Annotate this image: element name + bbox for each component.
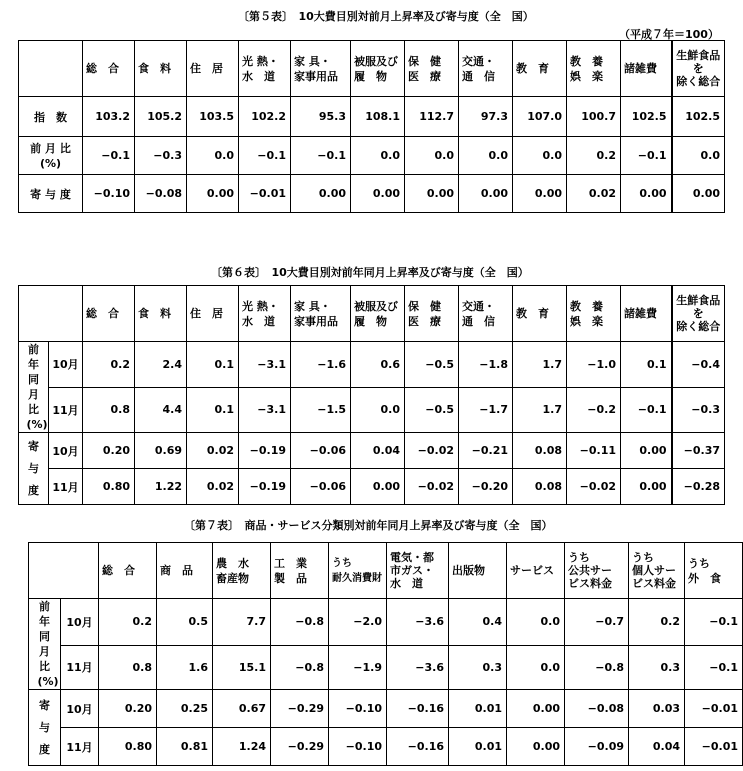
t5-cell: 0.00 bbox=[291, 175, 351, 213]
t5-header-3: 光 熱・ 水 道 bbox=[239, 41, 291, 97]
t5-header-7: 交通・ 通 信 bbox=[459, 41, 513, 97]
t7-header-6: 出版物 bbox=[449, 543, 507, 599]
t7-cell: −0.29 bbox=[271, 690, 329, 728]
t5-header-4: 家 具・ 家事用品 bbox=[291, 41, 351, 97]
t6-cell: −0.3 bbox=[672, 387, 725, 433]
table6-header-row bbox=[19, 286, 725, 342]
t7-cell: −0.16 bbox=[387, 728, 449, 766]
t6-cell: 0.0 bbox=[351, 387, 405, 433]
table6 bbox=[18, 285, 725, 505]
t7-cell: −0.16 bbox=[387, 690, 449, 728]
t7-cell: −1.9 bbox=[329, 645, 387, 689]
t5-cell: 102.2 bbox=[239, 97, 291, 137]
t6-header-9: 教 養 娯 楽 bbox=[567, 286, 621, 342]
t6-cell: 1.7 bbox=[513, 387, 567, 433]
t7-cell: 0.67 bbox=[213, 690, 271, 728]
table7-row bbox=[29, 645, 743, 689]
t7-cell: 0.8 bbox=[99, 645, 157, 689]
t7-cell: 0.00 bbox=[507, 728, 565, 766]
t5-header-8: 教 育 bbox=[513, 41, 567, 97]
t5-cell: 0.00 bbox=[351, 175, 405, 213]
t7-header-0: 総 合 bbox=[99, 543, 157, 599]
t6-cell: −3.1 bbox=[239, 342, 291, 388]
t6-cell: −0.28 bbox=[672, 469, 725, 505]
t6-cell: −0.20 bbox=[459, 469, 513, 505]
t6-cell: −0.4 bbox=[672, 342, 725, 388]
t6-month: 10月 bbox=[49, 433, 83, 469]
t5-cell: −0.10 bbox=[83, 175, 135, 213]
t5-header-9: 教 養 娯 楽 bbox=[567, 41, 621, 97]
t7-cell: −3.6 bbox=[387, 599, 449, 646]
t7-cell: −0.10 bbox=[329, 728, 387, 766]
table7-header-row bbox=[29, 543, 743, 599]
t6-cell: −0.5 bbox=[405, 342, 459, 388]
table7 bbox=[28, 542, 743, 766]
table6-row bbox=[19, 342, 725, 388]
t5-cell: −0.1 bbox=[83, 137, 135, 175]
t6-cell: 0.1 bbox=[621, 342, 672, 388]
t7-cell: 0.3 bbox=[449, 645, 507, 689]
t5-header-1: 食 料 bbox=[135, 41, 187, 97]
t6-cell: −1.7 bbox=[459, 387, 513, 433]
t5-cell: −0.1 bbox=[621, 137, 672, 175]
t7-header-10: うち 外 食 bbox=[685, 543, 743, 599]
t7-cell: 0.2 bbox=[629, 599, 685, 646]
table6-row bbox=[19, 469, 725, 505]
t5-header-0: 総 合 bbox=[83, 41, 135, 97]
t5-cell: −0.1 bbox=[239, 137, 291, 175]
t6-cell: 0.02 bbox=[187, 469, 239, 505]
t7-cell: 0.4 bbox=[449, 599, 507, 646]
t5-cell: 0.0 bbox=[672, 137, 725, 175]
t6-cell: −0.1 bbox=[621, 387, 672, 433]
t5-cell: 0.00 bbox=[187, 175, 239, 213]
t7-month: 11月 bbox=[61, 645, 99, 689]
t6-cell: −0.06 bbox=[291, 469, 351, 505]
table6-row bbox=[19, 387, 725, 433]
t6-cell: 0.8 bbox=[83, 387, 135, 433]
t7-cell: 0.0 bbox=[507, 645, 565, 689]
t6-cell: −0.5 bbox=[405, 387, 459, 433]
t7-group-label: 前年同月比(%) bbox=[29, 599, 61, 690]
table7-row bbox=[29, 599, 743, 646]
t5-cell: 108.1 bbox=[351, 97, 405, 137]
t6-cell: 0.08 bbox=[513, 433, 567, 469]
t5-cell: 0.0 bbox=[513, 137, 567, 175]
t5-cell: 0.00 bbox=[621, 175, 672, 213]
t6-cell: −0.2 bbox=[567, 387, 621, 433]
t5-cell: −0.01 bbox=[239, 175, 291, 213]
t6-header-5: 被服及び 履 物 bbox=[351, 286, 405, 342]
t7-header-2: 農 水 畜産物 bbox=[213, 543, 271, 599]
t7-cell: −0.01 bbox=[685, 690, 743, 728]
t7-cell: −0.08 bbox=[565, 690, 629, 728]
table5-base-note: （平成７年＝100） bbox=[619, 28, 719, 41]
t7-cell: −0.7 bbox=[565, 599, 629, 646]
table6-corner bbox=[19, 286, 83, 342]
t7-cell: 7.7 bbox=[213, 599, 271, 646]
t7-cell: 0.2 bbox=[99, 599, 157, 646]
t5-cell: 0.0 bbox=[187, 137, 239, 175]
t7-header-1: 商 品 bbox=[157, 543, 213, 599]
table5-row-mom bbox=[19, 137, 725, 175]
t6-cell: 0.08 bbox=[513, 469, 567, 505]
t7-cell: −3.6 bbox=[387, 645, 449, 689]
t5-header-2: 住 居 bbox=[187, 41, 239, 97]
t7-cell: 0.20 bbox=[99, 690, 157, 728]
t7-cell: −2.0 bbox=[329, 599, 387, 646]
t7-cell: 0.5 bbox=[157, 599, 213, 646]
t7-cell: 0.04 bbox=[629, 728, 685, 766]
table5-header-row bbox=[19, 41, 725, 97]
t7-cell: 0.01 bbox=[449, 690, 507, 728]
t5-cell: 0.0 bbox=[351, 137, 405, 175]
t7-cell: −0.09 bbox=[565, 728, 629, 766]
t5-cell: 0.00 bbox=[405, 175, 459, 213]
t7-header-8: うち 公共サー ビス料金 bbox=[565, 543, 629, 599]
t7-cell: 0.0 bbox=[507, 599, 565, 646]
t6-header-7: 交通・ 通 信 bbox=[459, 286, 513, 342]
t7-cell: −0.1 bbox=[685, 599, 743, 646]
t7-cell: 0.03 bbox=[629, 690, 685, 728]
table7-row bbox=[29, 728, 743, 766]
t5-cell: 102.5 bbox=[621, 97, 672, 137]
table7-title: 〔第７表〕 商品・サービス分類別対前年同月上昇率及び寄与度（全 国） bbox=[184, 519, 553, 532]
t6-cell: −0.37 bbox=[672, 433, 725, 469]
t5-row-label: 指 数 bbox=[19, 97, 83, 137]
t6-cell: 0.00 bbox=[351, 469, 405, 505]
t6-cell: 1.22 bbox=[135, 469, 187, 505]
t6-cell: 0.80 bbox=[83, 469, 135, 505]
t7-cell: 0.00 bbox=[507, 690, 565, 728]
t6-header-8: 教 育 bbox=[513, 286, 567, 342]
t7-month: 11月 bbox=[61, 728, 99, 766]
t6-cell: 0.00 bbox=[621, 469, 672, 505]
t6-cell: 0.6 bbox=[351, 342, 405, 388]
t7-cell: 0.81 bbox=[157, 728, 213, 766]
t5-cell: 0.0 bbox=[459, 137, 513, 175]
t7-group-label: 寄与度 bbox=[29, 690, 61, 766]
t6-cell: −0.02 bbox=[405, 469, 459, 505]
t5-cell: 0.00 bbox=[513, 175, 567, 213]
t6-cell: 2.4 bbox=[135, 342, 187, 388]
t6-header-4: 家 具・ 家事用品 bbox=[291, 286, 351, 342]
t5-cell: 107.0 bbox=[513, 97, 567, 137]
t5-cell: −0.1 bbox=[291, 137, 351, 175]
t6-cell: −0.02 bbox=[405, 433, 459, 469]
t5-cell: 0.00 bbox=[459, 175, 513, 213]
t5-row-label: 寄 与 度 bbox=[19, 175, 83, 213]
t7-cell: 15.1 bbox=[213, 645, 271, 689]
t6-cell: −0.21 bbox=[459, 433, 513, 469]
t5-cell: 0.2 bbox=[567, 137, 621, 175]
table7-corner bbox=[29, 543, 99, 599]
t6-header-10: 諸雑費 bbox=[621, 286, 672, 342]
t6-cell: 4.4 bbox=[135, 387, 187, 433]
table5-row-contrib bbox=[19, 175, 725, 213]
table5 bbox=[18, 40, 725, 213]
t6-cell: 0.69 bbox=[135, 433, 187, 469]
t7-cell: −0.10 bbox=[329, 690, 387, 728]
t5-cell: 112.7 bbox=[405, 97, 459, 137]
t5-header-5: 被服及び 履 物 bbox=[351, 41, 405, 97]
t6-cell: 0.20 bbox=[83, 433, 135, 469]
t5-cell: 0.0 bbox=[405, 137, 459, 175]
t6-cell: −0.06 bbox=[291, 433, 351, 469]
t6-cell: −1.5 bbox=[291, 387, 351, 433]
t7-cell: −0.8 bbox=[271, 599, 329, 646]
t6-cell: −0.19 bbox=[239, 469, 291, 505]
t6-cell: 1.7 bbox=[513, 342, 567, 388]
t7-cell: −0.29 bbox=[271, 728, 329, 766]
table5-row-index bbox=[19, 97, 725, 137]
t6-group-label: 寄与度 bbox=[19, 433, 49, 505]
t5-header-11: 生鮮食品 を 除く総合 bbox=[672, 41, 725, 97]
t5-cell: −0.3 bbox=[135, 137, 187, 175]
t5-cell: 0.02 bbox=[567, 175, 621, 213]
t5-cell: −0.08 bbox=[135, 175, 187, 213]
t7-cell: −0.01 bbox=[685, 728, 743, 766]
t6-cell: −1.6 bbox=[291, 342, 351, 388]
t6-cell: −3.1 bbox=[239, 387, 291, 433]
t7-cell: 1.6 bbox=[157, 645, 213, 689]
t5-cell: 95.3 bbox=[291, 97, 351, 137]
t7-cell: 1.24 bbox=[213, 728, 271, 766]
t7-header-5: 電気・都 市ガス・ 水 道 bbox=[387, 543, 449, 599]
t6-cell: 0.1 bbox=[187, 342, 239, 388]
table5-title: 〔第５表〕 10大費目別対前月上昇率及び寄与度（全 国） bbox=[238, 10, 534, 23]
t7-cell: 0.80 bbox=[99, 728, 157, 766]
t6-cell: −0.02 bbox=[567, 469, 621, 505]
t5-cell: 100.7 bbox=[567, 97, 621, 137]
t5-cell: 102.5 bbox=[672, 97, 725, 137]
table5-corner bbox=[19, 41, 83, 97]
t6-cell: 0.1 bbox=[187, 387, 239, 433]
t6-header-0: 総 合 bbox=[83, 286, 135, 342]
t7-cell: −0.1 bbox=[685, 645, 743, 689]
t6-cell: −0.19 bbox=[239, 433, 291, 469]
t7-cell: −0.8 bbox=[565, 645, 629, 689]
t6-header-2: 住 居 bbox=[187, 286, 239, 342]
table7-row bbox=[29, 690, 743, 728]
t7-cell: 0.25 bbox=[157, 690, 213, 728]
t5-cell: 105.2 bbox=[135, 97, 187, 137]
t6-cell: 0.04 bbox=[351, 433, 405, 469]
t6-header-3: 光 熱・ 水 道 bbox=[239, 286, 291, 342]
t6-group-label: 前年同月比(%) bbox=[19, 342, 49, 433]
table6-row bbox=[19, 433, 725, 469]
t7-header-9: うち 個人サー ビス料金 bbox=[629, 543, 685, 599]
t5-cell: 103.2 bbox=[83, 97, 135, 137]
t5-cell: 97.3 bbox=[459, 97, 513, 137]
t5-header-10: 諸雑費 bbox=[621, 41, 672, 97]
t5-row-label: 前 月 比 (%) bbox=[19, 137, 83, 175]
t6-cell: 0.00 bbox=[621, 433, 672, 469]
t6-cell: −0.11 bbox=[567, 433, 621, 469]
t7-cell: −0.8 bbox=[271, 645, 329, 689]
t6-month: 11月 bbox=[49, 387, 83, 433]
t6-header-1: 食 料 bbox=[135, 286, 187, 342]
t6-header-11: 生鮮食品 を 除く総合 bbox=[672, 286, 725, 342]
t7-header-4: うち 耐久消費財 bbox=[329, 543, 387, 599]
t5-cell: 103.5 bbox=[187, 97, 239, 137]
t7-cell: 0.3 bbox=[629, 645, 685, 689]
t7-cell: 0.01 bbox=[449, 728, 507, 766]
t6-cell: 0.02 bbox=[187, 433, 239, 469]
t5-header-6: 保 健 医 療 bbox=[405, 41, 459, 97]
t6-cell: −1.0 bbox=[567, 342, 621, 388]
t6-cell: −1.8 bbox=[459, 342, 513, 388]
t6-month: 10月 bbox=[49, 342, 83, 388]
t5-cell: 0.00 bbox=[672, 175, 725, 213]
t6-header-6: 保 健 医 療 bbox=[405, 286, 459, 342]
table6-title: 〔第６表〕 10大費目別対前年同月上昇率及び寄与度（全 国） bbox=[211, 266, 529, 279]
t6-month: 11月 bbox=[49, 469, 83, 505]
t7-header-3: 工 業 製 品 bbox=[271, 543, 329, 599]
t7-month: 10月 bbox=[61, 599, 99, 646]
t7-header-7: サービス bbox=[507, 543, 565, 599]
t7-month: 10月 bbox=[61, 690, 99, 728]
t6-cell: 0.2 bbox=[83, 342, 135, 388]
